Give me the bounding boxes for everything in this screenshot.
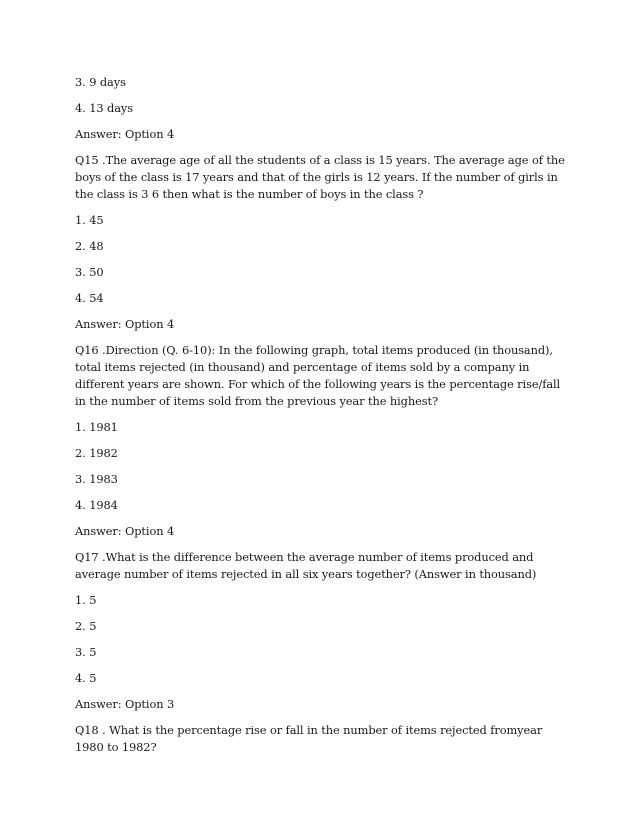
option-text: 3. 9 days: [75, 75, 126, 89]
option-text: 4. 1984: [75, 498, 118, 512]
answer-text: Answer: Option 4: [75, 317, 175, 331]
answer-text: Answer: Option 4: [75, 127, 175, 141]
question-text: Q18 . What is the percentage rise or fall in the number of items rejected fromyear 1980 to 1982?: [75, 723, 543, 754]
question-text: Q16 .Direction (Q. 6-10): In the following graph, total items produced (in thousand), total items rejected (in thousand) and percentage of items sold by a company in different years are shown. For which of the following years is the percentage rise/fall in the number of items sold from the previous year the highest?: [75, 343, 561, 408]
option-text: 2. 5: [75, 619, 97, 633]
option-text: 1. 1981: [75, 420, 118, 434]
question-text: Q17 .What is the difference between the average number of items produced and average number of items rejected in all six years together? (Answer in thousand): [75, 550, 537, 581]
option-text: 3. 5: [75, 645, 97, 659]
option-text: 4. 13 days: [75, 101, 133, 115]
option-text: 2. 48: [75, 239, 104, 253]
question-text: Q15 .The average age of all the students of a class is 15 years. The average age of the boys of the class is 17 years and that of the girls is 12 years. If the number of girls in the class is 3 6 then what is the number of boys in the class ?: [75, 153, 565, 201]
option-text: 2. 1982: [75, 446, 118, 460]
page-content: [75, 74, 570, 765]
option-text: 4. 54: [75, 291, 104, 305]
option-text: 4. 5: [75, 671, 97, 685]
answer-text: Answer: Option 4: [75, 524, 175, 538]
option-text: 1. 45: [75, 213, 104, 227]
answer-text: Answer: Option 3: [75, 697, 175, 711]
option-text: 3. 1983: [75, 472, 118, 486]
option-text: 3. 50: [75, 265, 104, 279]
option-text: 1. 5: [75, 593, 97, 607]
